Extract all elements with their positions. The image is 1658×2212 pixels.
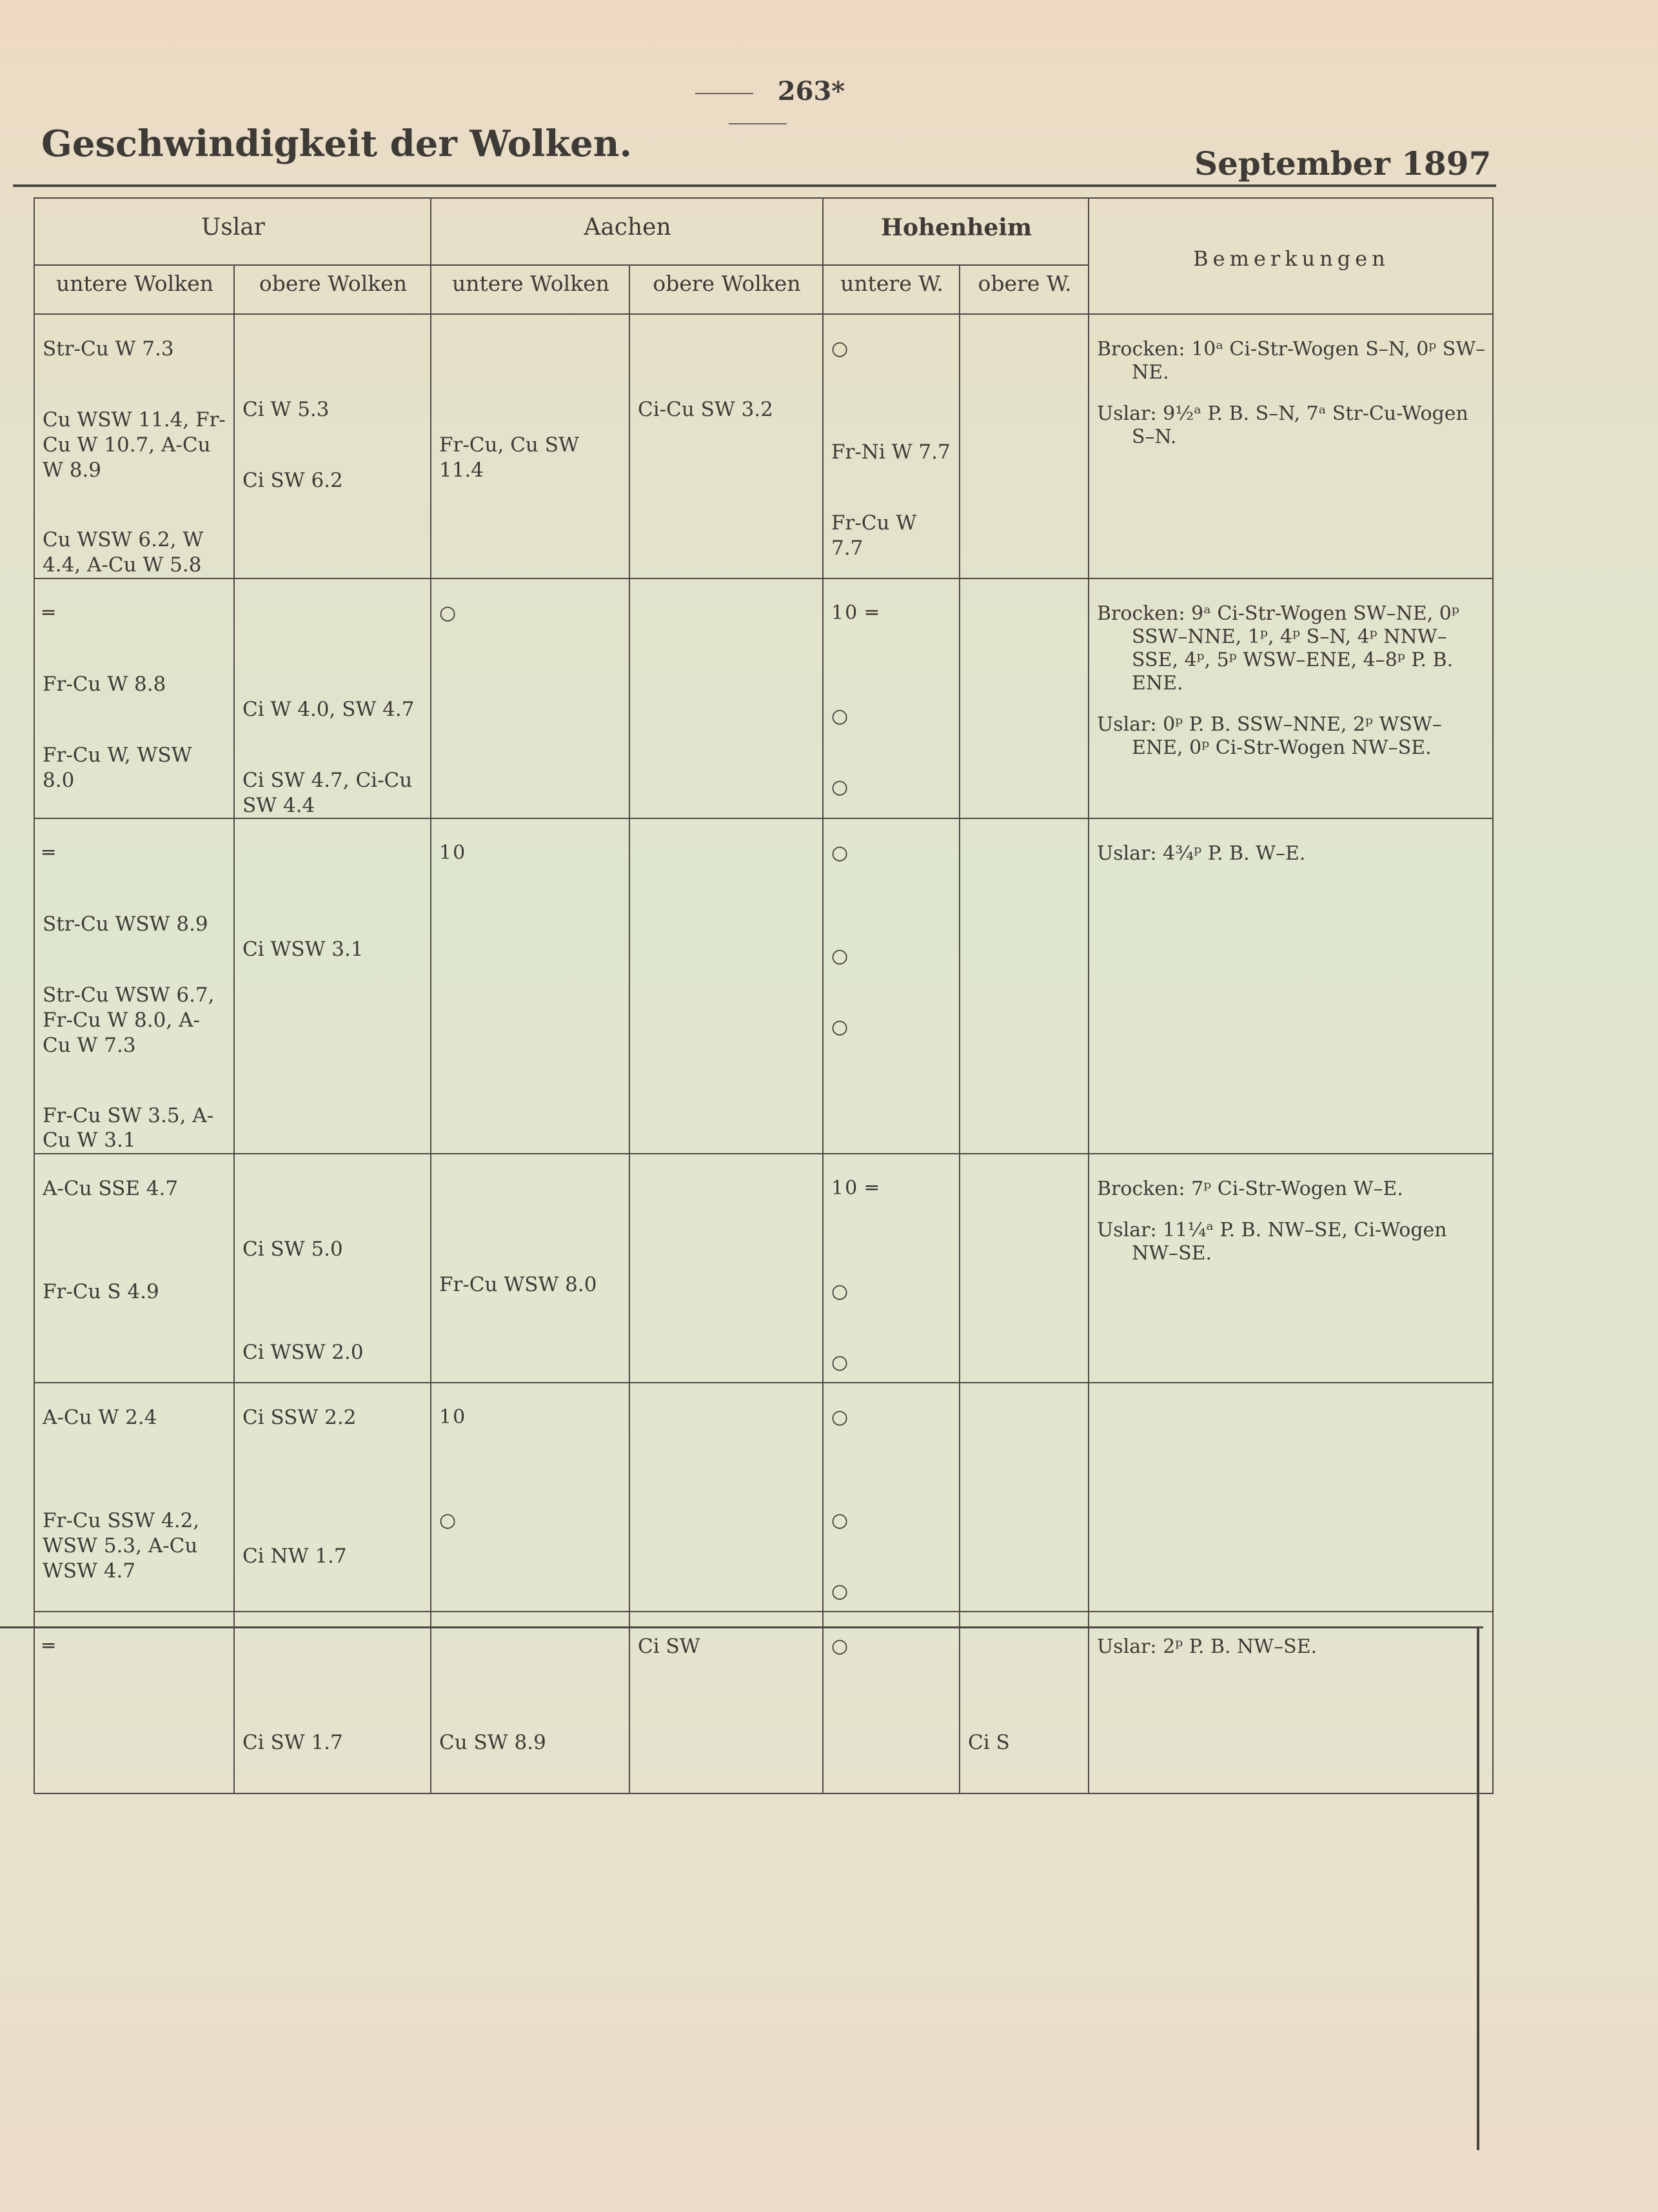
cell-entry: Ci NW 1.7 bbox=[242, 1545, 347, 1568]
cell-hohenheim-lower bbox=[823, 818, 960, 1154]
cell-entry: Str-Cu WSW 8.9 bbox=[43, 913, 208, 936]
cell-entry: Ci SW bbox=[638, 1635, 700, 1658]
cell-aachen-upper bbox=[629, 1383, 823, 1612]
cell-aachen-lower bbox=[431, 1383, 629, 1612]
cell-entry: Ci WSW 3.1 bbox=[242, 938, 364, 962]
cell-entry: ○ bbox=[831, 1406, 850, 1428]
cell-uslar-upper bbox=[234, 1612, 431, 1793]
cell-aachen-upper bbox=[629, 1612, 823, 1793]
cell-entry: Ci SW 1.7 bbox=[242, 1731, 343, 1754]
cell-aachen-lower bbox=[431, 1154, 629, 1383]
cell-entry: Cu WSW 11.4, Fr-Cu W 10.7, A-Cu W 8.9 bbox=[43, 408, 226, 482]
cell-entry: Fr-Ni W 7.7 bbox=[831, 440, 951, 464]
cell-uslar-lower bbox=[34, 578, 234, 819]
cell-entry: ═ bbox=[43, 1635, 56, 1657]
cell-remarks bbox=[1089, 314, 1493, 578]
cell-remarks bbox=[1089, 1612, 1493, 1793]
remark-entry: Uslar: 9½ᵃ P. B. S–N, 7ᵃ Str-Cu-Wogen S–N. bbox=[1097, 402, 1468, 448]
cell-aachen-lower bbox=[431, 818, 629, 1154]
cell-uslar-upper bbox=[234, 1383, 431, 1612]
cell-entry: A-Cu W 2.4 bbox=[43, 1406, 157, 1429]
cell-entry: Ci-Cu SW 3.2 bbox=[638, 398, 773, 421]
cell-hohenheim-upper bbox=[960, 314, 1089, 578]
subheader-aachen-lower: untere Wolken bbox=[431, 265, 629, 314]
subheader-uslar-lower: untere Wolken bbox=[34, 265, 234, 314]
margin-rule bbox=[1477, 1628, 1479, 2150]
cell-hohenheim-lower bbox=[823, 578, 960, 819]
cell-entry: Fr-Cu W 7.7 bbox=[831, 511, 917, 560]
cell-entry: ○ bbox=[439, 601, 458, 624]
cell-entry: A-Cu SSE 4.7 bbox=[43, 1177, 179, 1200]
cell-hohenheim-lower bbox=[823, 1383, 960, 1612]
remark-entry: Brocken: 10ᵃ Ci-Str-Wogen S–N, 0ᵖ SW–NE. bbox=[1097, 338, 1486, 384]
table-row bbox=[34, 1383, 1493, 1612]
cell-hohenheim-lower bbox=[823, 1612, 960, 1793]
cell-aachen-upper bbox=[629, 578, 823, 819]
cell-hohenheim-lower bbox=[823, 1154, 960, 1383]
cell-entry: ○ bbox=[831, 945, 850, 968]
station-header-hohenheim: Hohenheim bbox=[823, 198, 1089, 265]
cell-uslar-lower bbox=[34, 1154, 234, 1383]
cell-entry: ═ bbox=[43, 601, 56, 624]
remark-entry: Uslar: 2ᵖ P. B. NW–SE. bbox=[1097, 1635, 1318, 1658]
cell-aachen-upper bbox=[629, 314, 823, 578]
cell-entry: Cu SW 8.9 bbox=[439, 1731, 546, 1754]
remark-entry: Uslar: 11¼ᵃ P. B. NW–SE, Ci-Wogen NW–SE. bbox=[1097, 1219, 1447, 1265]
cell-entry: ○ bbox=[831, 775, 850, 798]
cell-entry: Fr-Cu W, WSW 8.0 bbox=[43, 743, 192, 792]
cell-entry: Fr-Cu WSW 8.0 bbox=[439, 1273, 597, 1296]
page-month: September 1897 bbox=[1194, 144, 1492, 183]
cell-entry: Fr-Cu SSW 4.2, WSW 5.3, A-Cu WSW 4.7 bbox=[43, 1509, 200, 1583]
table-row bbox=[34, 578, 1493, 819]
cell-aachen-lower bbox=[431, 578, 629, 819]
cell-entry: Fr-Cu, Cu SW 11.4 bbox=[439, 433, 579, 482]
cell-entry: Ci SW 4.7, Ci-Cu SW 4.4 bbox=[242, 768, 413, 817]
cell-entry: Ci W 5.3 bbox=[242, 398, 330, 421]
table-row bbox=[34, 314, 1493, 578]
cell-entry: ○ bbox=[831, 1580, 850, 1603]
cell-hohenheim-upper bbox=[960, 1383, 1089, 1612]
cell-remarks bbox=[1089, 1383, 1493, 1612]
cell-entry: ○ bbox=[831, 842, 850, 865]
remarks-header: Bemerkungen bbox=[1089, 198, 1493, 314]
cell-entry: 10 bbox=[439, 1406, 467, 1428]
cell-entry: 10 ═ bbox=[831, 601, 879, 624]
cell-entry: 10 ═ bbox=[831, 1177, 879, 1200]
cell-uslar-upper bbox=[234, 818, 431, 1154]
cell-entry: 10 bbox=[439, 842, 467, 865]
cell-entry: ○ bbox=[831, 1280, 850, 1303]
table-row bbox=[34, 1612, 1493, 1793]
cell-entry: ═ bbox=[43, 842, 56, 865]
cell-entry: ○ bbox=[831, 1016, 850, 1039]
cell-aachen-upper bbox=[629, 1154, 823, 1383]
cell-uslar-lower bbox=[34, 818, 234, 1154]
page-number: 263* bbox=[638, 76, 877, 137]
top-rule bbox=[13, 184, 1496, 187]
cell-hohenheim-upper bbox=[960, 578, 1089, 819]
cloud-speed-table bbox=[34, 197, 1494, 1794]
cell-entry: Ci WSW 2.0 bbox=[242, 1341, 364, 1364]
subheader-hohenheim-upper: obere W. bbox=[960, 265, 1089, 314]
cell-hohenheim-upper bbox=[960, 1154, 1089, 1383]
cell-entry: ○ bbox=[831, 337, 850, 360]
cell-uslar-upper bbox=[234, 1154, 431, 1383]
cell-entry: ○ bbox=[831, 1351, 850, 1374]
remark-entry: Brocken: 9ᵃ Ci-Str-Wogen SW–NE, 0ᵖ SSW–NNE, 1ᵖ, 4ᵖ S–N, 4ᵖ NNW–SSE, 4ᵖ, 5ᵖ WSW–ENE, 4–8ᵖ P. B. ENE. bbox=[1097, 602, 1459, 695]
subheader-hohenheim-lower: untere W. bbox=[823, 265, 960, 314]
station-header-aachen: Aachen bbox=[431, 198, 823, 265]
cell-entry: ○ bbox=[831, 1635, 850, 1657]
cell-aachen-lower bbox=[431, 1612, 629, 1793]
table-body bbox=[34, 314, 1493, 1793]
subheader-aachen-upper: obere Wolken bbox=[629, 265, 823, 314]
cell-uslar-lower bbox=[34, 314, 234, 578]
cell-entry: Str-Cu WSW 6.7, Fr-Cu W 8.0, A-Cu W 7.3 bbox=[43, 983, 215, 1057]
cell-entry: Str-Cu W 7.3 bbox=[43, 337, 174, 360]
cell-entry: Cu WSW 6.2, W 4.4, A-Cu W 5.8 bbox=[43, 528, 204, 577]
cell-entry: Ci W 4.0, SW 4.7 bbox=[242, 697, 415, 721]
cell-entry: Ci SW 5.0 bbox=[242, 1238, 343, 1261]
cell-entry: Ci SW 6.2 bbox=[242, 469, 343, 492]
subheader-uslar-upper: obere Wolken bbox=[234, 265, 431, 314]
cell-entry: ○ bbox=[439, 1509, 458, 1532]
cell-uslar-upper bbox=[234, 578, 431, 819]
cell-entry: Ci SSW 2.2 bbox=[242, 1406, 357, 1429]
cell-remarks bbox=[1089, 818, 1493, 1154]
cell-remarks bbox=[1089, 1154, 1493, 1383]
cell-hohenheim-upper bbox=[960, 1612, 1089, 1793]
cell-hohenheim-upper bbox=[960, 818, 1089, 1154]
remark-entry: Uslar: 4¾ᵖ P. B. W–E. bbox=[1097, 842, 1306, 865]
cell-uslar-upper bbox=[234, 314, 431, 578]
station-header-uslar: Uslar bbox=[34, 198, 431, 265]
cell-entry: Fr-Cu S 4.9 bbox=[43, 1280, 159, 1303]
remark-entry: Uslar: 0ᵖ P. B. SSW–NNE, 2ᵖ WSW–ENE, 0ᵖ Ci-Str-Wogen NW–SE. bbox=[1097, 713, 1442, 759]
cell-entry: ○ bbox=[831, 704, 850, 727]
table-row bbox=[34, 1154, 1493, 1383]
cell-remarks bbox=[1089, 578, 1493, 819]
cell-uslar-lower bbox=[34, 1383, 234, 1612]
bottom-rule bbox=[0, 1626, 1483, 1628]
cell-entry: Fr-Cu W 8.8 bbox=[43, 672, 166, 696]
cell-uslar-lower bbox=[34, 1612, 234, 1793]
cell-entry: Ci S bbox=[968, 1731, 1010, 1754]
remark-entry: Brocken: 7ᵖ Ci-Str-Wogen W–E. bbox=[1097, 1178, 1403, 1200]
table-row bbox=[34, 818, 1493, 1154]
cell-entry: Fr-Cu SW 3.5, A-Cu W 3.1 bbox=[43, 1103, 214, 1152]
page-title: Geschwindigkeit der Wolken. bbox=[41, 123, 633, 165]
cell-entry: ○ bbox=[831, 1509, 850, 1532]
cell-aachen-upper bbox=[629, 818, 823, 1154]
cell-aachen-lower bbox=[431, 314, 629, 578]
cell-hohenheim-lower bbox=[823, 314, 960, 578]
